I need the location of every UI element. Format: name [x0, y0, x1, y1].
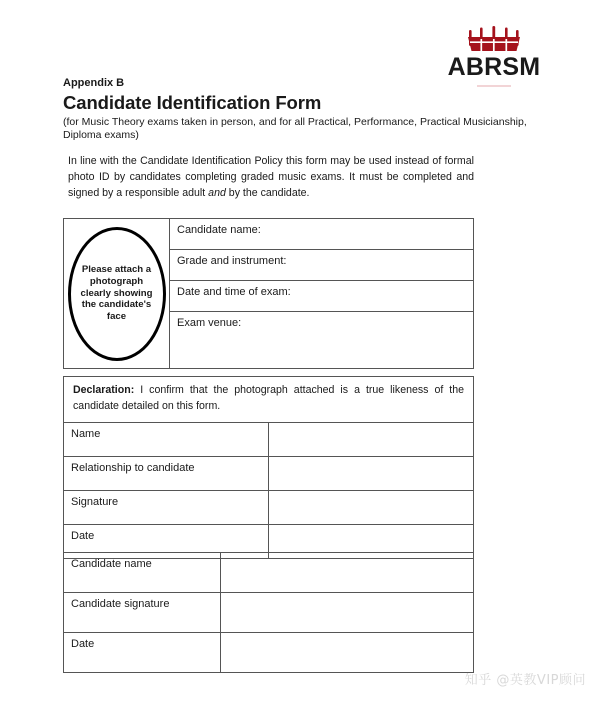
oval-line-5: face: [106, 311, 127, 323]
table-row: [64, 422, 474, 456]
intro-paragraph: [68, 153, 474, 201]
table-row: [64, 633, 474, 673]
declaration-input-relationship[interactable]: [269, 456, 474, 490]
candidate-input-signature[interactable]: [221, 593, 474, 633]
table-row: [64, 377, 474, 423]
declaration-input-signature[interactable]: [269, 490, 474, 524]
photo-and-details-table: [63, 218, 474, 369]
candidate-input-name[interactable]: [221, 553, 474, 593]
table-row: [64, 219, 474, 250]
appendix-label: Appendix B: [63, 77, 125, 89]
intro-text-part2: by the candidate.: [225, 187, 310, 200]
page-title: Candidate Identification Form: [63, 92, 322, 114]
declaration-input-name[interactable]: [269, 422, 474, 456]
document-subtitle: (for Music Theory exams taken in person, and for all Practical, Performance, Practical Musicianship, Diploma exams): [63, 115, 527, 142]
candidate-label-name: Candidate name: [64, 553, 221, 593]
declaration-text: I confirm that the photograph attached is a true likeness of the candidate detailed on this form.: [73, 384, 464, 412]
crown-icon: [466, 26, 522, 52]
table-row: [64, 593, 474, 633]
oval-line-1: Please attach a: [81, 263, 152, 275]
candidate-label-signature: Candidate signature: [64, 593, 221, 633]
table-row: [64, 553, 474, 593]
document-header: [63, 76, 533, 143]
field-grade-and-instrument[interactable]: Grade and instrument:: [170, 250, 474, 281]
declaration-heading: Declaration:: [73, 384, 135, 396]
field-exam-venue[interactable]: Exam venue:: [170, 312, 474, 369]
field-date-and-time-of-exam[interactable]: Date and time of exam:: [170, 281, 474, 312]
photo-attach-instruction: [77, 264, 157, 324]
oval-line-2: photograph: [89, 275, 144, 287]
table-row: [64, 456, 474, 490]
field-candidate-name[interactable]: Candidate name:: [170, 219, 474, 250]
photo-attach-cell: [64, 219, 170, 369]
oval-line-3: clearly showing: [80, 287, 153, 299]
intro-text-part1: In line with the Candidate Identification Policy this form may be used instead of formal photo ID by candidates completing graded music exams. It must be completed and signed by a responsible adult: [68, 155, 474, 200]
declaration-table: [63, 376, 474, 559]
candidate-label-date: Date: [64, 633, 221, 673]
candidate-input-date[interactable]: [221, 633, 474, 673]
photo-attach-oval: [68, 227, 166, 361]
candidate-signature-table: [63, 552, 474, 673]
declaration-statement: [64, 377, 474, 423]
table-row: [64, 490, 474, 524]
declaration-label-name: Name: [64, 422, 269, 456]
intro-emphasis: and: [208, 187, 226, 200]
declaration-label-relationship: Relationship to candidate: [64, 456, 269, 490]
declaration-label-date: Date: [64, 524, 269, 558]
brand-wordmark: ABRSM: [447, 53, 541, 81]
declaration-label-signature: Signature: [64, 490, 269, 524]
watermark: 知乎 @英教VIP顾问: [464, 673, 586, 688]
oval-line-4: the candidate's: [81, 299, 152, 311]
